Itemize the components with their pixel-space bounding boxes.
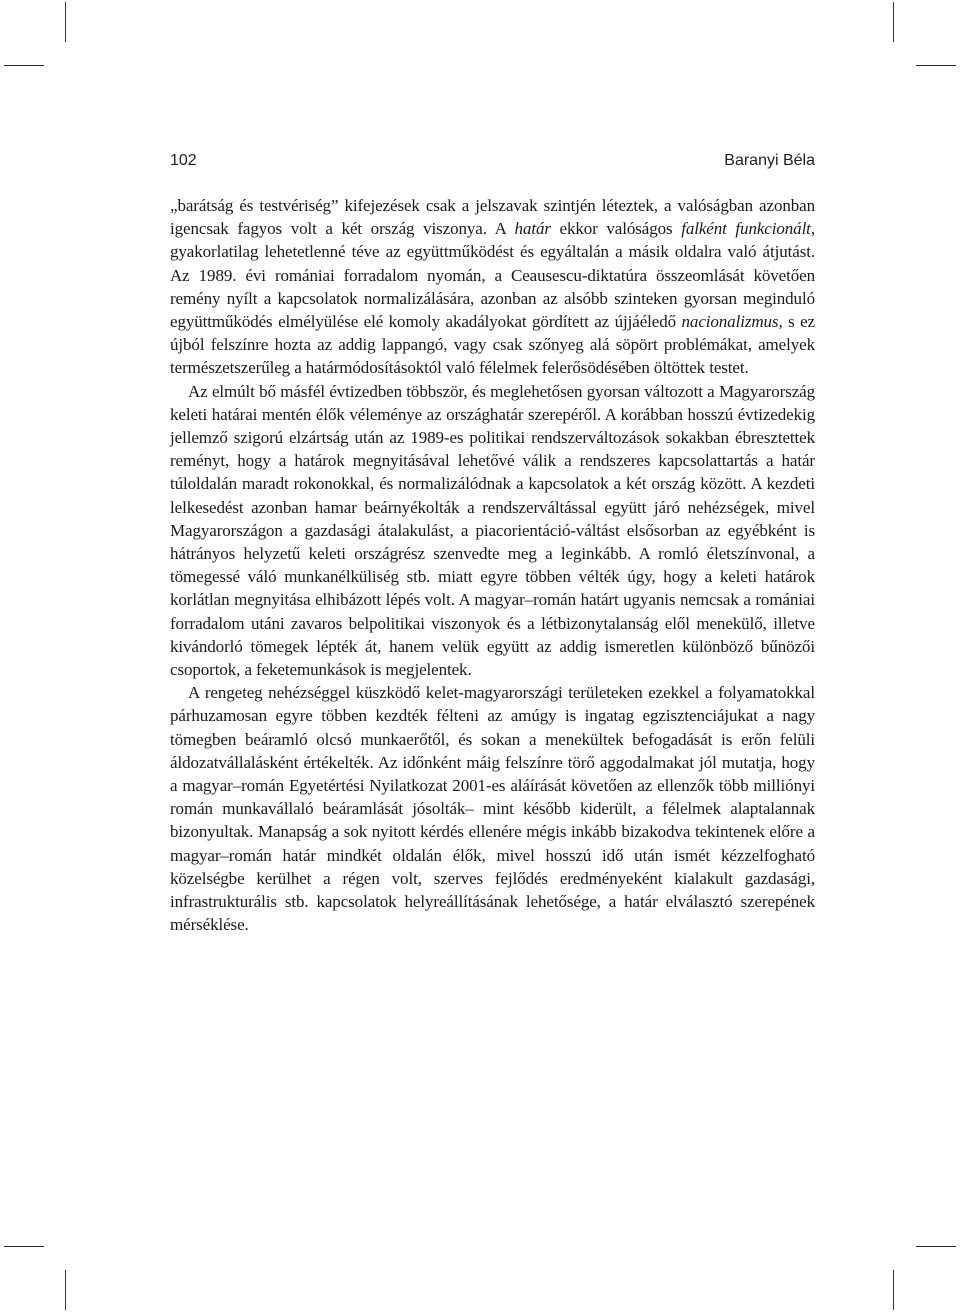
- crop-mark-bottom-right-h: [916, 1246, 956, 1247]
- crop-mark-bottom-right: [893, 1270, 894, 1310]
- text-run: A rengeteg nehézséggel küszködő kelet-magyarországi területeken ezekkel a folyamatokkal párhuzamosan egyre többen kezdték félteni az amúgy is ingatag egzisztenciájukat a nagy tömegben beáramló olcsó munkaerőtől, és sokan a menekültek befogadását is erőn felüli áldozatvállalásként értékelték. Az időnként máig felszínre törő aggodalmakat jól mutatja, hogy a magyar–román Egyetértési Nyilatkozat 2001-es aláírását követően az ellenzők több milliónyi román munkavállaló beáramlását jósolták– mint később kiderült, a félelmek alaptalannak bizonyultak. Manapság a sok nyitott kérdés ellenére mégis inkább bizakodva tekintenek előre a magyar–román határ mindkét oldalán élők, mivel hosszú idő után ismét kézzelfogható közelségbe kerülhet a régen volt, szerves fejlődés eredményeként kialakult gazdasági, infrastrukturális stb. kapcsolatok helyreállításának lehetősége, a határ elválasztó szerepének mérséklése.: [170, 683, 815, 935]
- text-run: ekkor valóságos: [550, 219, 682, 239]
- crop-mark-bottom-left: [65, 1270, 66, 1310]
- text-run: Az elmúlt bő másfél évtizedben többször, és meglehetősen gyorsan változott a Magyarország keleti határai mentén élők véleménye az országhatár szerepéről. A korábban hosszú évtizedekig jellemző szigorú elzártság után az 1989-es politikai rendszerváltozások sokakban ébresztettek reményt, hogy a határok megnyitásával lehetővé válik a rendszeres kapcsolattartás a határ túloldalán maradt rokonokkal, és normalizálódnak a kapcsolatok a két ország között. A kezdeti lelkesedést azonban hamar beárnyékolták a rendszerváltással együtt járó nehézségek, mivel Magyarországon a gazdasági átalakulást, a piacorientáció-váltást elsősorban az egyébként is hátrányos helyzetű keleti országrész szenvedte meg a leginkább. A romló életszínvonal, a tömegessé váló munkanélküliség stb. miatt egyre többen vélték úgy, hogy a keleti határok korlátlan megnyitása elhibázott lépés volt. A magyar–román határt ugyanis nemcsak a romániai forradalom utáni zavaros belpolitikai viszonyok és a létbizonytalanság elől menekülő, illetve kivándorló tömegek lépték át, hanem velük együtt az addig ismeretlen különböző bűnözői csoportok, a feketemunkások is megjelentek.: [170, 381, 815, 680]
- running-head: [170, 152, 815, 174]
- crop-mark-top-right-h: [916, 65, 956, 66]
- crop-mark-top-right: [893, 2, 894, 42]
- paragraph-2: [170, 380, 815, 682]
- italic-term: nacionalizmus: [681, 312, 779, 332]
- paragraph-1: [170, 194, 815, 380]
- crop-mark-top-left: [65, 2, 66, 42]
- crop-mark-top-left-h: [4, 65, 44, 66]
- body-text: [170, 194, 815, 937]
- text-run: , s ez újból felszínre hozta az addig lappangó, vagy csak szőnyeg alá söpört problémákat, amelyek természetszerűleg a határmódosításoktól való félelmek felerősödésében öltöttek testet.: [170, 312, 815, 378]
- author-name: Baranyi Béla: [724, 152, 815, 169]
- crop-mark-bottom-left-h: [4, 1246, 44, 1247]
- text-run: , gyakorlatilag lehetetlenné téve az együttműködést és egyáltalán a másik oldalra való átjutást. Az 1989. évi romániai forradalom nyomán, a Ceausescu-diktatúra összeomlását követően remény nyílt a kapcsolatok normalizálására, azonban az alsóbb szinteken gyorsan meginduló együttműködés elmélyülése elé komoly akadályokat gördített az újjáéledő: [170, 219, 815, 332]
- page-number: 102: [170, 152, 197, 169]
- paragraph-3: [170, 681, 815, 936]
- italic-term: falként funkcionált: [681, 219, 811, 239]
- document-page: [170, 152, 815, 937]
- italic-term: határ: [514, 219, 551, 239]
- text-run: „barátság és testvériség” kifejezések csak a jelszavak szintjén léteztek, a valóságban azonban igencsak fagyos volt a két ország viszonya. A: [170, 196, 815, 239]
